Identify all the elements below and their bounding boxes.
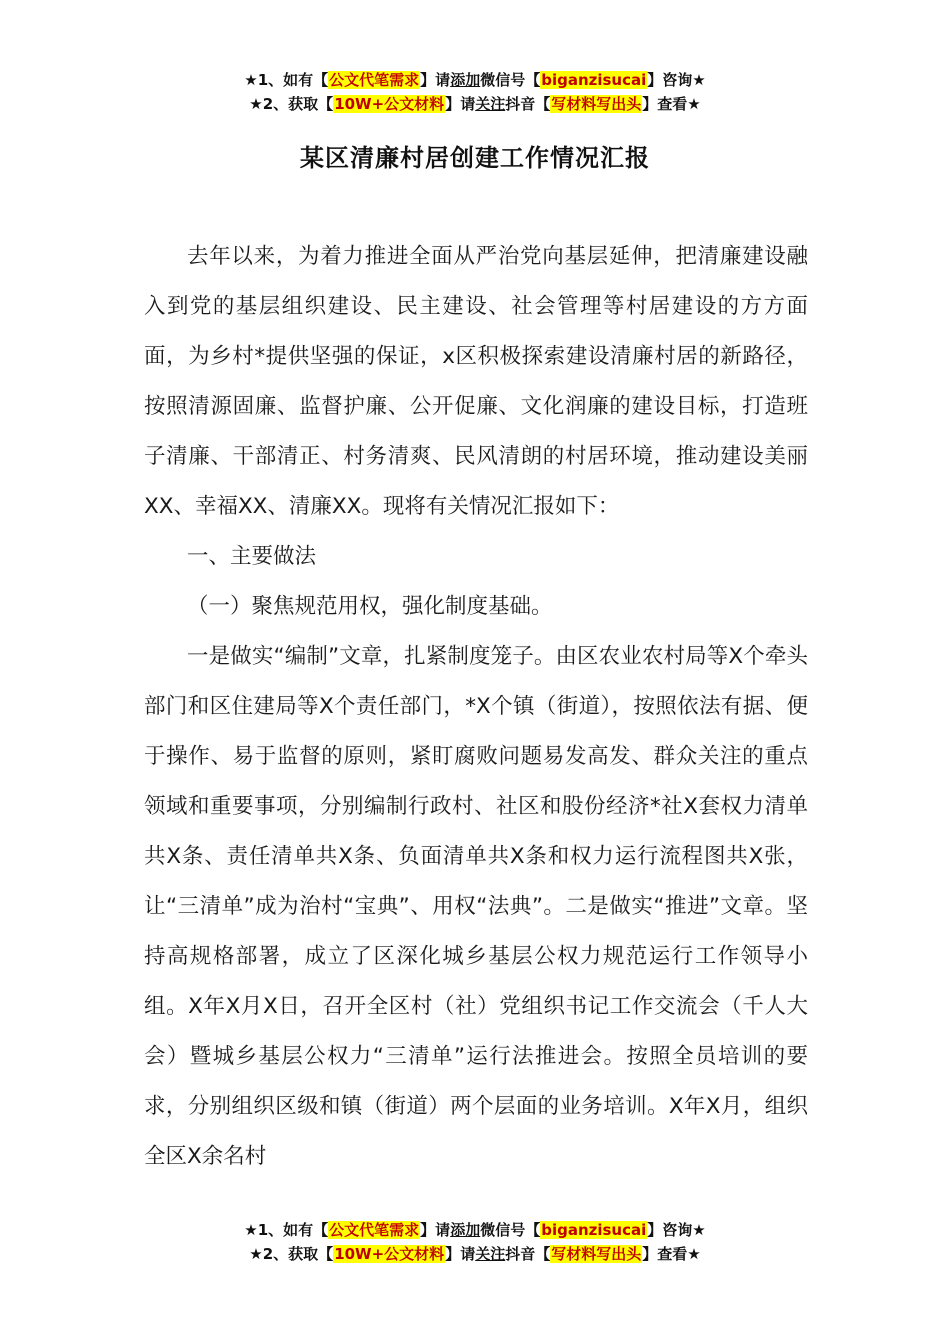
promo-highlight: 10W+公文材料	[334, 1245, 445, 1263]
promo-line-1	[0, 1218, 950, 1242]
promo-highlight: 10W+公文材料	[334, 95, 445, 113]
heading-section-1: 一、主要做法	[187, 544, 317, 569]
promo-text: 】请	[445, 1245, 476, 1263]
promo-text: 】请	[420, 1221, 451, 1239]
document-title: 某区清廉村居创建工作情况汇报	[300, 144, 650, 172]
promo-highlight: 写材料写出头	[551, 95, 642, 113]
paragraph-intro: 去年以来，为着力推进全面从严治党向基层延伸，把清廉建设融入到党的基层组织建设、民主建设、社会管理等村居建设的方方面面，为乡村*提供坚强的保证，x区积极探索建设清廉村居的新路径，按照清源固廉、监督护廉、公开促廉、文化润廉的建设目标，打造班子清廉、干部清正、村务清爽、民风清朗的村居环境，推动建设美丽XX、幸福XX、清廉XX。现将有关情况汇报如下：	[144, 244, 808, 519]
promo-underlined: 添加	[450, 1221, 481, 1239]
promo-text: ★2、获取【	[249, 1245, 334, 1263]
promo-line-2	[0, 92, 950, 116]
promo-banner-top	[0, 68, 950, 116]
promo-highlight: biganzisucai	[541, 71, 647, 89]
paragraph-content: 一是做实“编制”文章，扎紧制度笼子。由区农业农村局等X个牵头部门和区住建局等X个责任部门，*X个镇（街道），按照依法有据、便于操作、易于监督的原则，紧盯腐败问题易发高发、群众关注的重点领域和重要事项，分别编制行政村、社区和股份经济*社X套权力清单共X条、责任清单共X条、负面清单共X条和权力运行流程图共X张，让“三清单”成为治村“宝典”、用权“法典”。二是做实“推进”文章。坚持高规格部署，成立了区深化城乡基层公权力规范运行工作领导小组。X年X月X日，召开全区村（社）党组织书记工作交流会（千人大会）暨城乡基层公权力“三清单”运行法推进会。按照全员培训的要求，分别组织区级和镇（街道）两个层面的业务培训。X年X月，组织全区X余名村	[144, 644, 808, 1169]
promo-underlined: 关注	[475, 1245, 506, 1263]
promo-text: ★2、获取【	[249, 95, 334, 113]
promo-text: 】请	[420, 71, 451, 89]
promo-text: 】请	[445, 95, 476, 113]
promo-text: 】咨询★	[647, 71, 706, 89]
promo-text: ★1、如有【	[244, 71, 329, 89]
promo-text: 】咨询★	[647, 1221, 706, 1239]
promo-text: 抖音【	[505, 1245, 551, 1263]
promo-line-2	[0, 1242, 950, 1266]
promo-text: 微信号【	[480, 1221, 541, 1239]
promo-banner-bottom	[0, 1218, 950, 1266]
promo-highlight: 写材料写出头	[551, 1245, 642, 1263]
promo-highlight: 公文代笔需求	[329, 71, 420, 89]
promo-underlined: 关注	[475, 95, 506, 113]
promo-text: ★1、如有【	[244, 1221, 329, 1239]
promo-line-1	[0, 68, 950, 92]
promo-text: 】查看★	[642, 1245, 701, 1263]
promo-text: 抖音【	[505, 95, 551, 113]
promo-underlined: 添加	[450, 71, 481, 89]
document-body	[144, 232, 808, 1182]
promo-text: 微信号【	[480, 71, 541, 89]
subheading-1: （一）聚焦规范用权，强化制度基础。	[187, 594, 553, 619]
promo-highlight: biganzisucai	[541, 1221, 647, 1239]
promo-text: 】查看★	[642, 95, 701, 113]
promo-highlight: 公文代笔需求	[329, 1221, 420, 1239]
